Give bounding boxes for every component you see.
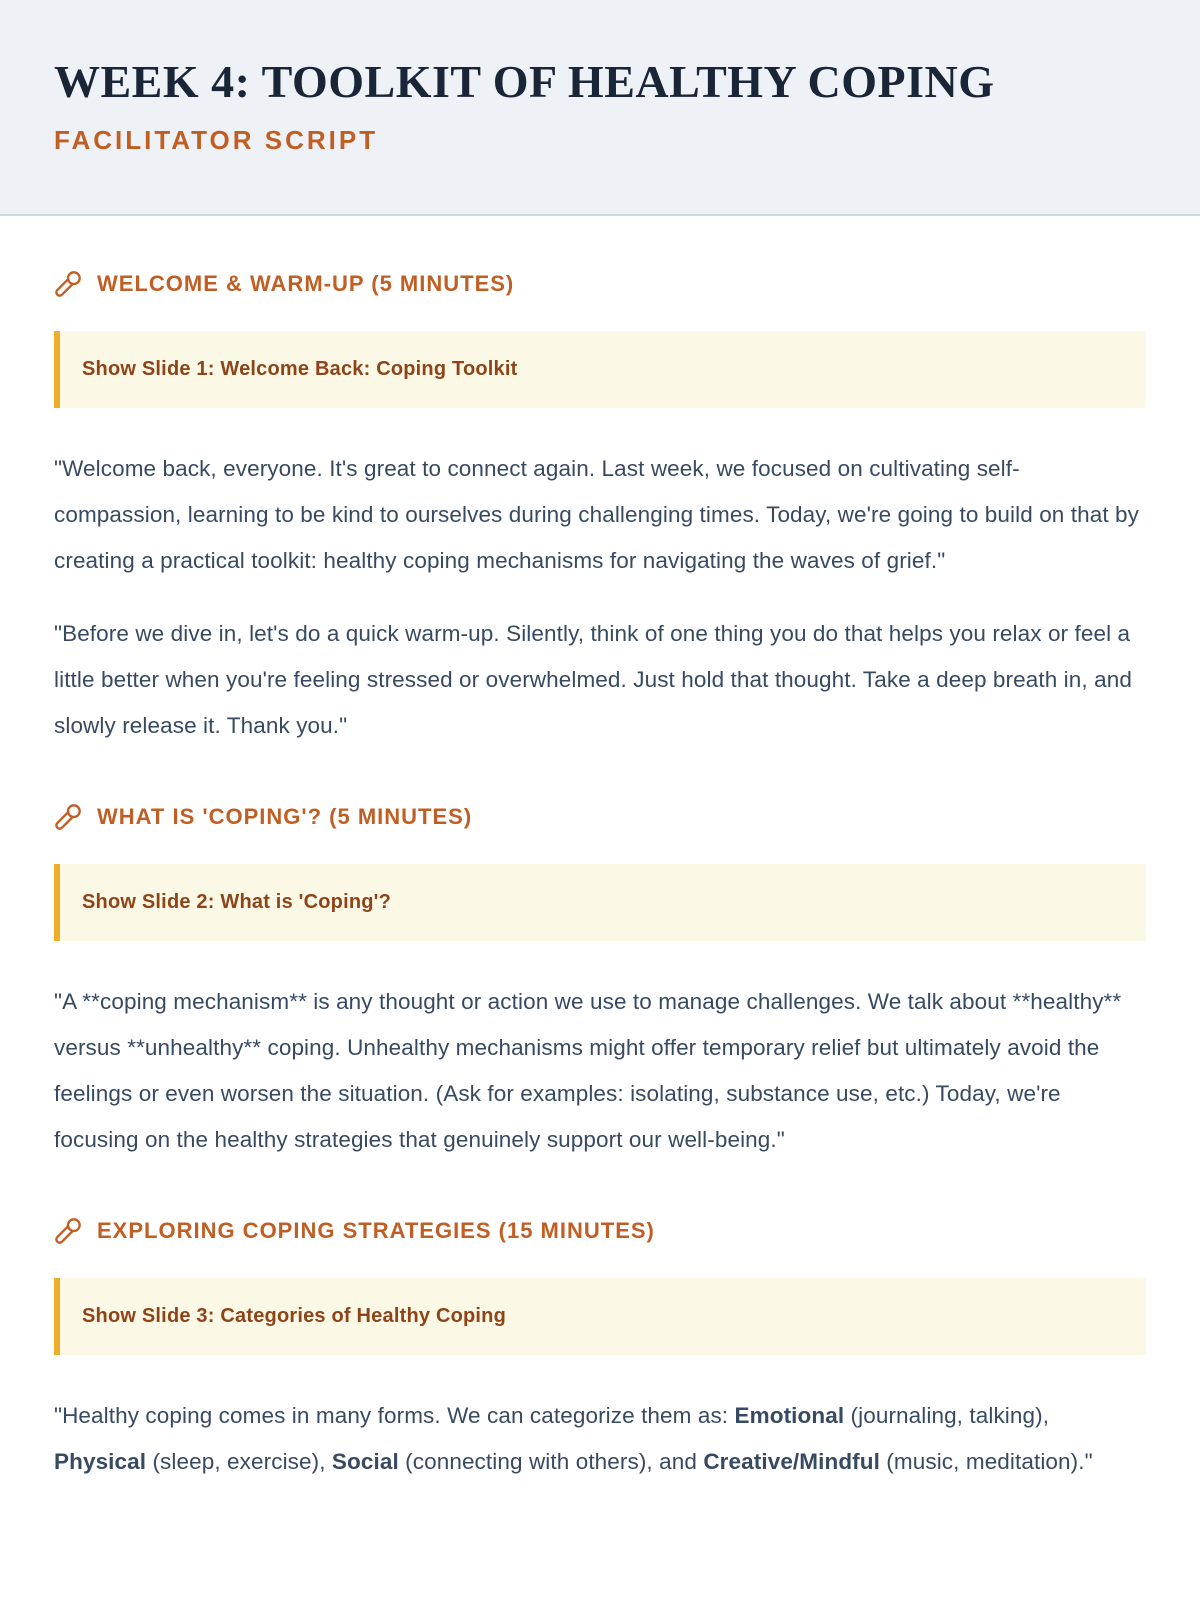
slide-callout-text: Show Slide 1: Welcome Back: Coping Toolkit — [82, 357, 518, 380]
page-title: WEEK 4: TOOLKIT OF HEALTHY COPING — [54, 56, 995, 107]
section-heading — [54, 270, 1146, 298]
section-exploring-coping-strategies — [54, 1217, 1146, 1485]
microphone-icon — [54, 803, 82, 831]
section-heading-label: EXPLORING COPING STRATEGIES (15 MINUTES) — [97, 1217, 655, 1243]
slide-callout-text: Show Slide 2: What is 'Coping'? — [82, 890, 392, 913]
script-paragraph: "Healthy coping comes in many forms. We can categorize them as: Emotional (journaling, talking), Physical (sleep, exercise), Social (connecting with others), and Creative/Mindful (music, meditation)." — [54, 1402, 1093, 1474]
slide-callout — [54, 331, 1146, 408]
section-what-is-coping — [54, 803, 1146, 1163]
microphone-icon — [54, 1217, 82, 1245]
script-paragraph: "Before we dive in, let's do a quick warm-up. Silently, think of one thing you do that helps you relax or feel a little better when you're feeling stressed or overwhelmed. Just hold that thought. Take a deep breath in, and slowly release it. Thank you." — [54, 620, 1132, 738]
section-heading — [54, 1217, 1146, 1245]
section-heading-label: WELCOME & WARM-UP (5 MINUTES) — [97, 270, 515, 296]
slide-callout-text: Show Slide 3: Categories of Healthy Coping — [82, 1304, 507, 1327]
page-header — [0, 0, 1200, 216]
script-paragraph: "A **coping mechanism** is any thought or action we use to manage challenges. We talk about **healthy** versus **unhealthy** coping. Unhealthy mechanisms might offer temporary relief but ultimately avoid the feelings or even worsen the situation. (Ask for examples: isolating, substance use, etc.) Today, we're focusing on the healthy strategies that genuinely support our well-being." — [54, 988, 1122, 1152]
slide-callout — [54, 864, 1146, 941]
section-heading — [54, 803, 1146, 831]
script-paragraph: "Welcome back, everyone. It's great to connect again. Last week, we focused on cultivating self-compassion, learning to be kind to ourselves during challenging times. Today, we're going to build on that by creating a practical toolkit: healthy coping mechanisms for navigating the waves of grief." — [54, 455, 1140, 573]
script-content — [0, 270, 1200, 1556]
section-welcome-warmup — [54, 270, 1146, 749]
section-heading-label: WHAT IS 'COPING'? (5 MINUTES) — [97, 803, 473, 829]
slide-callout — [54, 1278, 1146, 1355]
microphone-icon — [54, 270, 82, 298]
page-subtitle: FACILITATOR SCRIPT — [54, 124, 379, 155]
